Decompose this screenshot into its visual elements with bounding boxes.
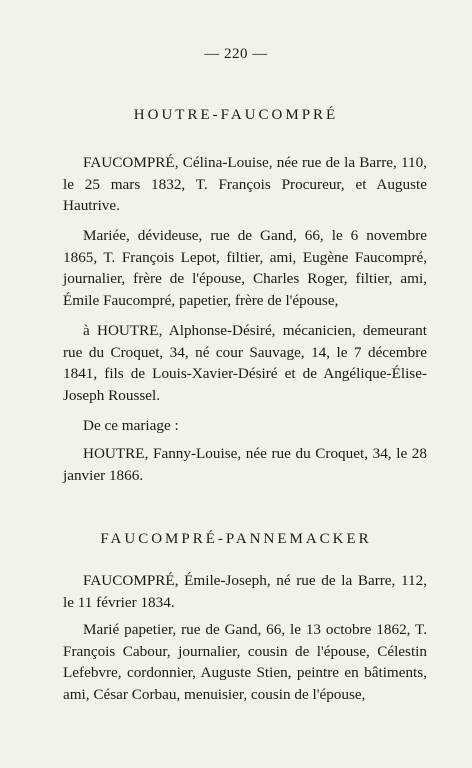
paragraph-text: , Émile-Joseph, né rue de la Barre, 112, le 11 février 1834. [63, 572, 427, 611]
page-number: — 220 — [204, 46, 268, 62]
paragraph-houtre-alphonse [63, 320, 427, 406]
paragraph-de-ce-mariage [63, 415, 427, 437]
paragraph-houtre-fanny [63, 443, 427, 486]
paragraph-faucompre-emile [63, 570, 427, 613]
section-title-faucompre-pannemacker: FAUCOMPRÉ-PANNEMACKER [100, 531, 372, 547]
paragraph-text: , Fanny-Louise, née rue du Croquet, 34, le 28 janvier 1866. [63, 445, 427, 484]
paragraph-faucompre-celina [63, 152, 427, 217]
section-title-houtre-faucompre: HOUTRE-FAUCOMPRÉ [133, 107, 339, 123]
paragraph-text: Mariée, dévideuse, rue de Gand, 66, le 6 novembre 1865, T. François Lepot, filtier, ami, Eugène Faucompré, journalier, frère de l'épouse, Charles Roger, filtier, ami, Émile Faucompré, papetier, frère de l'épouse, [63, 227, 427, 309]
paragraph-mariage-1865 [63, 225, 427, 311]
surname: HOUTRE [83, 445, 145, 462]
surname: FAUCOMPRÉ [83, 572, 175, 589]
paragraph-text: à HOUTRE, Alphonse-Désiré, mécanicien, demeurant rue du Croquet, 34, né cour Sauvage, 14, le 7 décembre 1841, fils de Louis-Xavier-Désiré et de Angélique-Élise-Joseph Roussel. [63, 322, 427, 404]
surname: FAUCOMPRÉ [83, 154, 175, 171]
paragraph-text: , Célina-Louise, née rue de la Barre, 110, le 25 mars 1832, T. François Procureur, et Auguste Hautrive. [63, 154, 427, 214]
paragraph-text: Marié papetier, rue de Gand, 66, le 13 octobre 1862, T. François Cabour, journalier, cousin de l'épouse, Célestin Lefebvre, cordonnier, Auguste Stien, peintre en bâtiments, ami, César Corbau, menuisier, cousin de l'épouse, [63, 621, 427, 703]
paragraph-mariage-1862 [63, 619, 427, 705]
paragraph-text: De ce mariage : [83, 417, 179, 434]
